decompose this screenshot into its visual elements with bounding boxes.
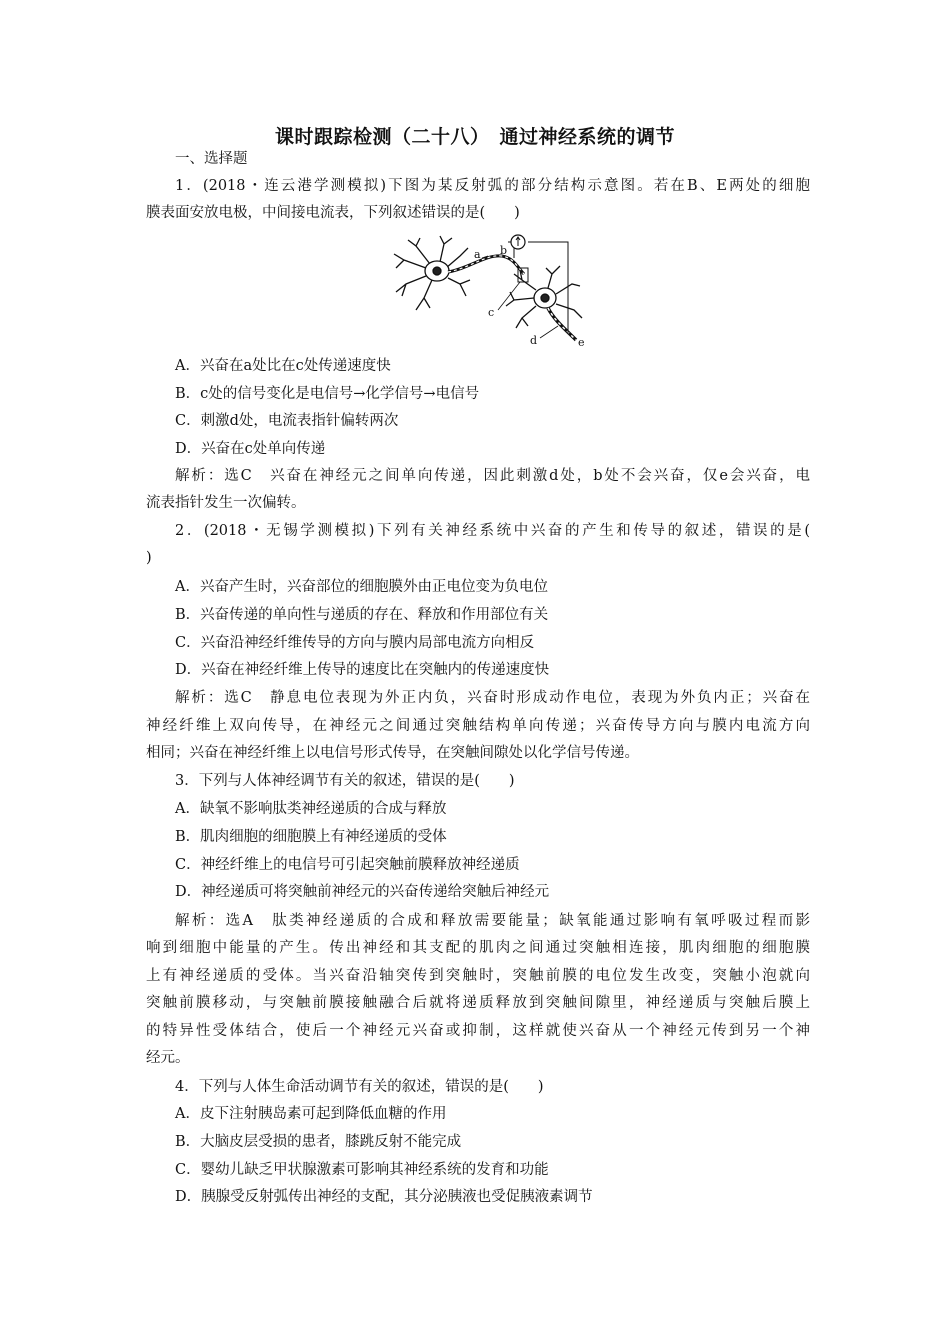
q3-option-d: D．神经递质可将突触前神经元的兴奋传递给突触后神经元	[175, 884, 550, 900]
q1-option-a: A．兴奋在a处比在c处传递速度快	[175, 358, 391, 374]
q4-option-d: D．胰腺受反射弧传出神经的支配，其分泌胰液也受促胰液素调节	[175, 1189, 593, 1205]
q3-analysis-cont-4: 的特异性受体结合，使后一个神经元兴奋或抑制，这样就使兴奋从一个神经元传到另一个神	[146, 1023, 810, 1039]
q3-analysis-cont-1: 响到细胞中能量的产生。传出神经和其支配的肌肉之间通过突触相连接，肌肉细胞的细胞膜	[146, 940, 810, 956]
q3-analysis-cont-2: 上有神经递质的受体。当兴奋沿轴突传到突触时，突触前膜的电位发生改变，突触小泡就向	[146, 968, 810, 984]
q4-stem: 4．下列与人体生命活动调节有关的叙述，错误的是( )	[175, 1079, 544, 1095]
q3-stem: 3．下列与人体神经调节有关的叙述，错误的是( )	[175, 773, 515, 789]
q4-option-a: A．皮下注射胰岛素可起到降低血糖的作用	[175, 1106, 447, 1122]
section-heading: 一、选择题	[175, 151, 248, 167]
q3-analysis-cont-5: 经元。	[146, 1050, 190, 1066]
page-title: 课时跟踪检测（二十八） 通过神经系统的调节	[274, 126, 675, 148]
reflex-arc-diagram	[390, 234, 590, 352]
q1-option-b: B．c处的信号变化是电信号→化学信号→电信号	[175, 386, 480, 402]
q3-analysis-cont-3: 突触前膜移动，与突触前膜接触融合后就将递质释放到突触间隙里，神经递质与突触后膜上	[146, 995, 810, 1011]
q2-analysis: 解析：选C 静息电位表现为外正内负，兴奋时形成动作电位，表现为外负内正；兴奋在	[175, 690, 810, 706]
q1-analysis: 解析：选C 兴奋在神经元之间单向传递，因此刺激d处，b处不会兴奋，仅e会兴奋，电	[175, 468, 810, 484]
q4-option-b: B．大脑皮层受损的患者，膝跳反射不能完成	[175, 1134, 462, 1150]
q3-option-c: C．神经纤维上的电信号可引起突触前膜释放神经递质	[175, 857, 520, 873]
label-d: d	[530, 334, 538, 347]
q1-stem: 1．(2018・连云港学测模拟)下图为某反射弧的部分结构示意图。若在B、E两处的细胞	[175, 178, 810, 194]
q3-option-b: B．肌肉细胞的细胞膜上有神经递质的受体	[175, 829, 447, 845]
label-e: e	[578, 336, 585, 349]
q1-analysis-cont: 流表指针发生一次偏转。	[146, 495, 306, 511]
neuron-1-nucleus	[433, 267, 441, 275]
q2-analysis-cont-2: 相同；兴奋在神经纤维上以电信号形式传导，在突触间隙处以化学信号传递。	[146, 745, 639, 761]
q2-option-d: D．兴奋在神经纤维上传导的速度比在突触内的传递速度快	[175, 662, 550, 678]
q1-stem-cont: 膜表面安放电极，中间接电流表，下列叙述错误的是( )	[146, 205, 520, 221]
label-a: a	[474, 248, 481, 261]
q2-analysis-cont-1: 神经纤维上双向传导，在神经元之间通过突触结构单向传递；兴奋传导方向与膜内电流方向	[146, 718, 810, 734]
neuron-2-nucleus	[541, 294, 549, 302]
q1-option-d: D．兴奋在c处单向传递	[175, 441, 326, 457]
q3-analysis: 解析：选A 肽类神经递质的合成和释放需要能量；缺氧能通过影响有氧呼吸过程而影	[175, 913, 810, 929]
label-c: c	[488, 306, 495, 319]
q2-option-c: C．兴奋沿神经纤维传导的方向与膜内局部电流方向相反	[175, 635, 535, 651]
label-b: b	[500, 244, 508, 257]
q2-stem-cont: )	[146, 550, 152, 566]
q3-option-a: A．缺氧不影响肽类神经递质的合成与释放	[175, 801, 447, 817]
q2-option-b: B．兴奋传递的单向性与递质的存在、释放和作用部位有关	[175, 607, 549, 623]
q2-stem: 2．(2018・无锡学测模拟)下列有关神经系统中兴奋的产生和传导的叙述，错误的是(	[175, 523, 810, 539]
q2-option-a: A．兴奋产生时，兴奋部位的细胞膜外由正电位变为负电位	[175, 579, 548, 595]
q1-option-c: C．刺激d处，电流表指针偏转两次	[175, 413, 399, 429]
neuron-1-axon	[448, 256, 524, 274]
q4-option-c: C．婴幼儿缺乏甲状腺激素可影响其神经系统的发育和功能	[175, 1162, 549, 1178]
